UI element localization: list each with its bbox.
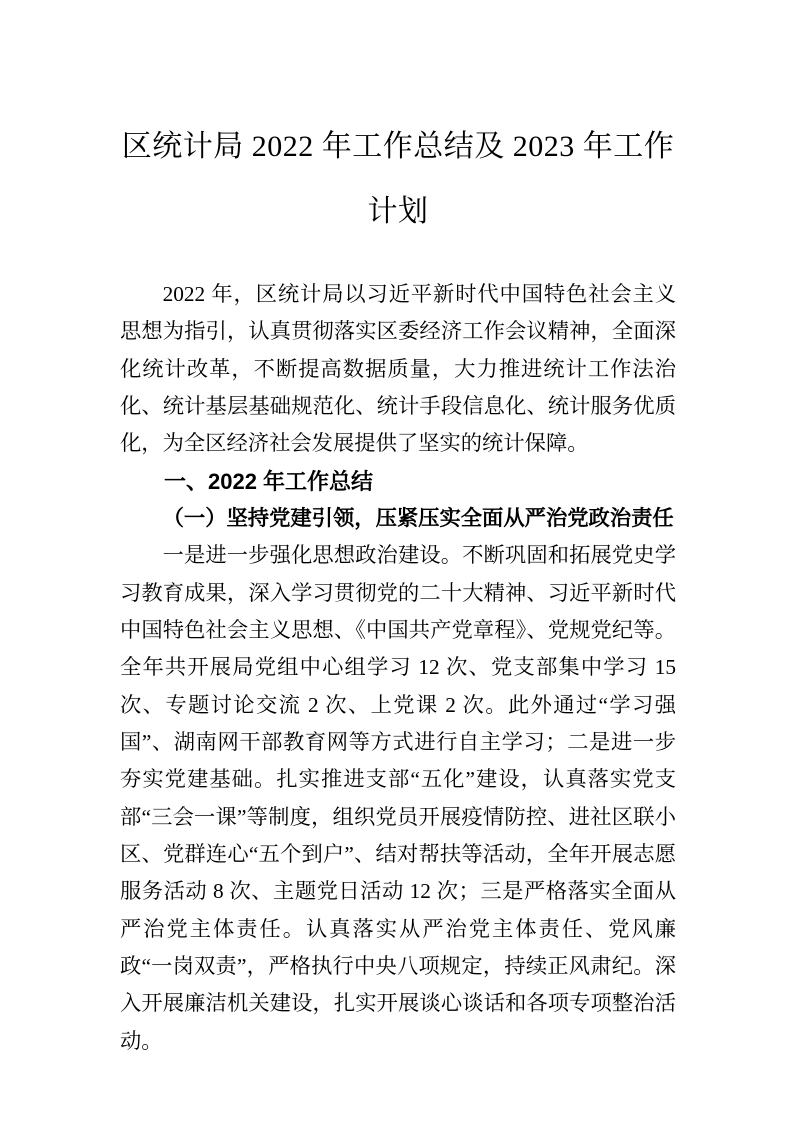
section-heading-2022-work-summary: 一、2022 年工作总结: [164, 468, 374, 494]
intro-paragraph: 2022 年，区统计局以习近平新时代中国特色社会主义思想为指引，认真贯彻落实区委经济工作会议精神，全面深化统计改革，不断提高数据质量，大力推进统计工作法治化、统计基层基础规范化、统计手段信息化、统计服务优质化，为全区经济社会发展提供了坚实的统计保障。: [120, 282, 676, 456]
document-title: 区统计局 2022 年工作总结及 2023 年工作计划: [121, 130, 675, 228]
body-paragraph-party-building-details: 一是进一步强化思想政治建设。不断巩固和拓展党史学习教育成果，深入学习贯彻党的二十大精神、习近平新时代中国特色社会主义思想、《中国共产党章程》、党规党纪等。全年共开展局党组中心组学习 12 次、党支部集中学习 15 次、专题讨论交流 2 次、上党课 2 次。此外通过“学习强国”、湖南网干部教育网等方式进行自主学习；二是进一步夯实党建基础。扎实推进支部“五化”建设，认真落实党支部“三会一课”等制度，组织党员开展疫情防控、进社区联小区、党群连心“五个到户”、结对帮扶等活动，全年开展志愿服务活动 8 次、主题党日活动 12 次；三是严格落实全面从严治党主体责任。认真落实从严治党主体责任、党风廉政“一岗双责”，严格执行中央八项规定，持续正风肃纪。深入开展廉洁机关建设，扎实开展谈心谈话和各项专项整治活动。: [120, 543, 676, 1053]
subsection-heading-party-building: （一）坚持党建引领，压紧压实全面从严治党政治责任: [162, 505, 674, 530]
